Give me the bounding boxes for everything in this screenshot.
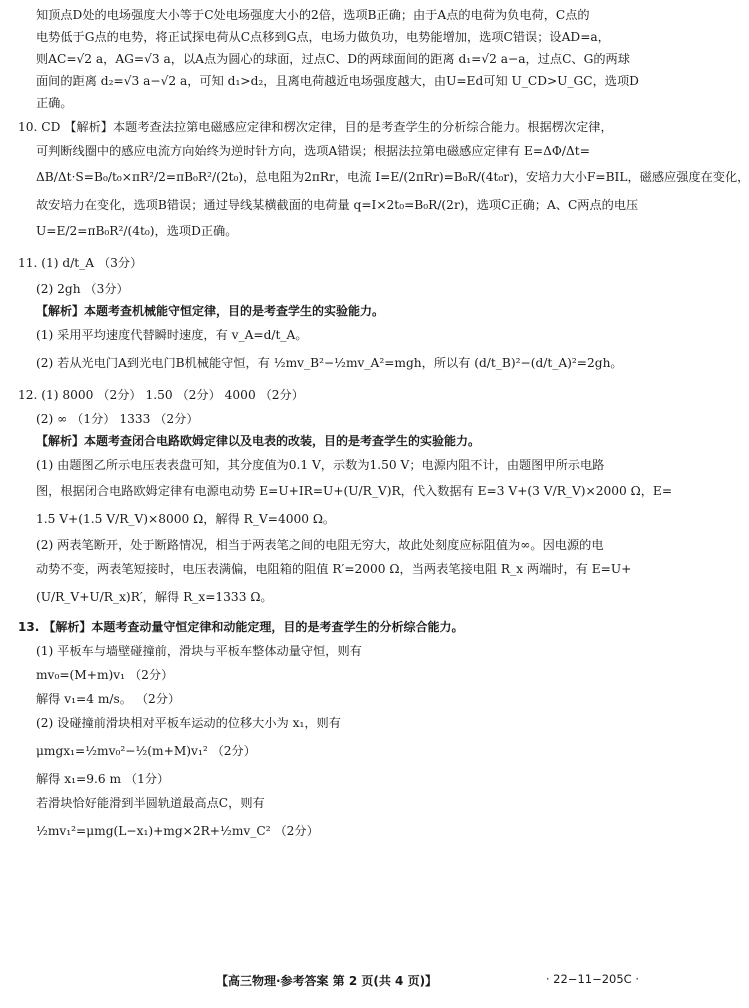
text-line-2: 电势低于G点的电势，将正试探电荷从C点移到G点，电场力做负功，电势能增加，选项C错误；设AD=a， [36,30,610,44]
q13-line-7: 若滑块恰好能滑到半圆轨道最高点C，则有 [36,796,265,810]
footer-title: 【高三物理·参考答案 第 2 页(共 4 页)】 [215,974,438,988]
q12-analysis-1: (1) 由题图乙所示电压表表盘可知，其分度值为0.1 V，示数为1.50 V；电源内阻不计，由题图甲所示电路 [36,458,605,472]
text-line-1: 知顶点D处的电场强度大小等于C处电场强度大小的2倍，选项B正确；由于A点的电荷为负电荷，C点的 [36,8,590,22]
q10-line-4: 故安培力在变化，选项B错误；通过导线某横截面的电荷量 q=I×2t₀=B₀R/(2r)，选项C正确；A、C两点的电压 [36,198,639,212]
q11-answer-2: (2) 2gh （3分） [36,282,129,296]
q13-line-3: 解得 v₁=4 m/s。 （2分） [36,692,181,706]
q12-analysis-4: (2) 两表笔断开，处于断路情况，相当于两表笔之间的电阻无穷大，故此处刻度应标阻值为∞。因电源的电 [36,538,604,552]
q10-line-5: U=E/2=πB₀R²/(4t₀)，选项D正确。 [36,224,238,238]
q13-line-2: mv₀=(M+m)v₁ （2分） [36,668,174,682]
q13-heading: 13. 【解析】本题考查动量守恒定律和动能定理，目的是考查学生的分析综合能力。 [18,620,464,634]
q13-line-6: 解得 x₁=9.6 m （1分） [36,772,170,786]
q12-answer-1: 12. (1) 8000 （2分） 1.50 （2分） 4000 （2分） [18,388,304,402]
q13-line-8: ½mv₁²=μmg(L−x₁)+mg×2R+½mv_C² （2分） [36,824,319,838]
q13-line-5: μmgx₁=½mv₀²−½(m+M)v₁² （2分） [36,744,256,758]
footer-code: · 22−11−205C · [545,972,639,986]
q11-analysis-2: (2) 若从光电门A到光电门B机械能守恒，有 ½mv_B²−½mv_A²=mgh，所以有 (d/t_B)²−(d/t_A)²=2gh。 [36,356,623,370]
q13-line-4: (2) 设碰撞前滑块相对平板车运动的位移大小为 x₁，则有 [36,716,341,730]
q13-line-1: (1) 平板车与墙壁碰撞前，滑块与平板车整体动量守恒，则有 [36,644,362,658]
q10-line-2: 可判断线圈中的感应电流方向始终为逆时针方向，选项A错误；根据法拉第电磁感应定律有 E=ΔΦ/Δt= [36,144,590,158]
q12-analysis-6: (U/R_V+U/R_x)R′，解得 R_x=1333 Ω。 [36,590,273,604]
page-footer [0,968,653,992]
q11-analysis-1: (1) 采用平均速度代替瞬时速度，有 v_A=d/t_A。 [36,328,308,342]
q12-analysis-2: 图，根据闭合电路欧姆定律有电源电动势 E=U+IR=U+(U/R_V)R，代入数据有 E=3 V+(3 V/R_V)×2000 Ω，E= [36,484,673,498]
text-line-4: 面间的距离 d₂=√3 a−√2 a，可知 d₁>d₂，且离电荷越近电场强度越大，由U=Ed可知 U_CD>U_GC，选项D [36,74,639,88]
q12-analysis-5: 动势不变，两表笔短接时，电压表满偏，电阻箱的阻值 R′=2000 Ω，当两表笔接电阻 R_x 两端时，有 E=U+ [36,562,632,576]
text-line-3: 则AC=√2 a，AG=√3 a，以A点为圆心的球面，过点C、D的两球面间的距离 d₁=√2 a−a，过点C、G的两球 [36,52,630,66]
q12-analysis-3: 1.5 V+(1.5 V/R_V)×8000 Ω，解得 R_V=4000 Ω。 [36,512,336,526]
q12-answer-2: (2) ∞ （1分） 1333 （2分） [36,412,199,426]
q10-header: 10. CD 【解析】本题考查法拉第电磁感应定律和楞次定律，目的是考查学生的分析综合能力。根据楞次定律， [18,120,613,134]
text-line-5: 正确。 [36,96,73,110]
q11-answer-1: 11. (1) d/t_A （3分） [18,256,143,270]
q12-analysis-heading: 【解析】本题考查闭合电路欧姆定律以及电表的改装，目的是考查学生的实验能力。 [36,434,481,448]
q10-line-3: ΔB/Δt·S=B₀/t₀×πR²/2=πB₀R²/(2t₀)，总电阻为2πRr，电流 I=E/(2πRr)=B₀R/(4t₀r)，安培力大小F=BIL，磁感应强度在变化， [36,170,749,184]
q11-analysis-heading: 【解析】本题考查机械能守恒定律，目的是考查学生的实验能力。 [36,304,385,318]
